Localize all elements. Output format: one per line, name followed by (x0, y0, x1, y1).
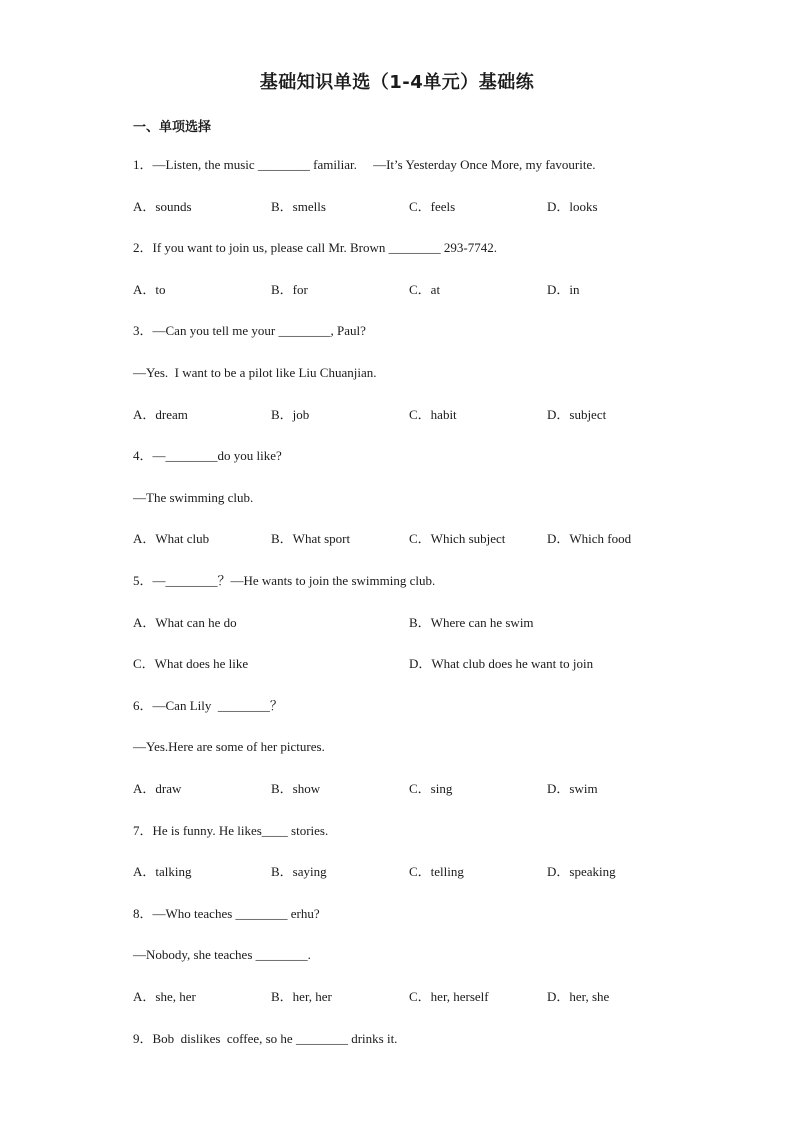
question-6-answer-line: —Yes.Here are some of her pictures. (133, 739, 325, 754)
question-3-option-a: A．dream (133, 407, 188, 422)
question-4-option-b: B．What sport (271, 531, 351, 546)
question-3-option-d: D．subject (547, 407, 607, 422)
question-7-stem: 7．He is funny. He likes____ stories. (133, 823, 329, 838)
question-8-option-a: A．she, her (133, 989, 196, 1004)
question-7-option-c: C．telling (409, 864, 464, 879)
question-8-option-c: C．her, herself (409, 989, 489, 1004)
question-3-stem: 3．—Can you tell me your ________, Paul? (133, 323, 366, 338)
question-4-answer-line: —The swimming club. (133, 490, 254, 505)
question-2-option-b: B．for (271, 282, 308, 297)
question-1-option-b: B．smells (271, 199, 326, 214)
question-6-option-a: A．draw (133, 781, 182, 796)
question-2-option-a: A．to (133, 282, 166, 297)
question-5-stem: 5．—________？—He wants to join the swimming club. (133, 573, 436, 588)
question-6-option-c: C．sing (409, 781, 453, 796)
question-1-stem: 1．—Listen, the music ________ familiar. —It’s Yesterday Once More, my favourite. (133, 157, 596, 172)
question-7-option-d: D．speaking (547, 864, 616, 879)
question-8-stem: 8．—Who teaches ________ erhu? (133, 906, 320, 921)
question-6-option-d: D．swim (547, 781, 598, 796)
question-3-answer-line: —Yes. I want to be a pilot like Liu Chuanjian. (133, 365, 377, 380)
question-4-option-c: C．Which subject (409, 531, 506, 546)
page-title: 基础知识单选（1-4单元）基础练 (259, 72, 535, 93)
question-6-stem: 6．—Can Lily ________？ (133, 698, 283, 713)
question-4-option-d: D．Which food (547, 531, 632, 546)
question-1-option-d: D．looks (547, 199, 598, 214)
question-7-option-a: A．talking (133, 864, 192, 879)
question-5-option-c: C．What does he like (133, 656, 249, 671)
question-2-option-d: D．in (547, 282, 580, 297)
question-1-option-a: A．sounds (133, 199, 192, 214)
question-4-option-a: A．What club (133, 531, 210, 546)
question-5-option-a: A．What can he do (133, 615, 237, 630)
question-2-stem: 2．If you want to join us, please call Mr. Brown ________ 293-7742. (133, 240, 497, 255)
question-8-answer-line: —Nobody, she teaches ________. (133, 947, 311, 962)
question-4-stem: 4．—________do you like? (133, 448, 282, 463)
question-5-option-b: B．Where can he swim (409, 615, 534, 630)
question-2-option-c: C．at (409, 282, 441, 297)
question-3-option-c: C．habit (409, 407, 457, 422)
question-3-option-b: B．job (271, 407, 310, 422)
question-5-option-d: D．What club does he want to join (409, 656, 594, 671)
question-8-option-b: B．her, her (271, 989, 332, 1004)
question-1-option-c: C．feels (409, 199, 456, 214)
question-9-stem: 9．Bob dislikes coffee, so he ________ drinks it. (133, 1031, 398, 1046)
section-heading: 一、单项选择 (133, 120, 212, 135)
question-6-option-b: B．show (271, 781, 321, 796)
question-7-option-b: B．saying (271, 864, 327, 879)
question-8-option-d: D．her, she (547, 989, 610, 1004)
